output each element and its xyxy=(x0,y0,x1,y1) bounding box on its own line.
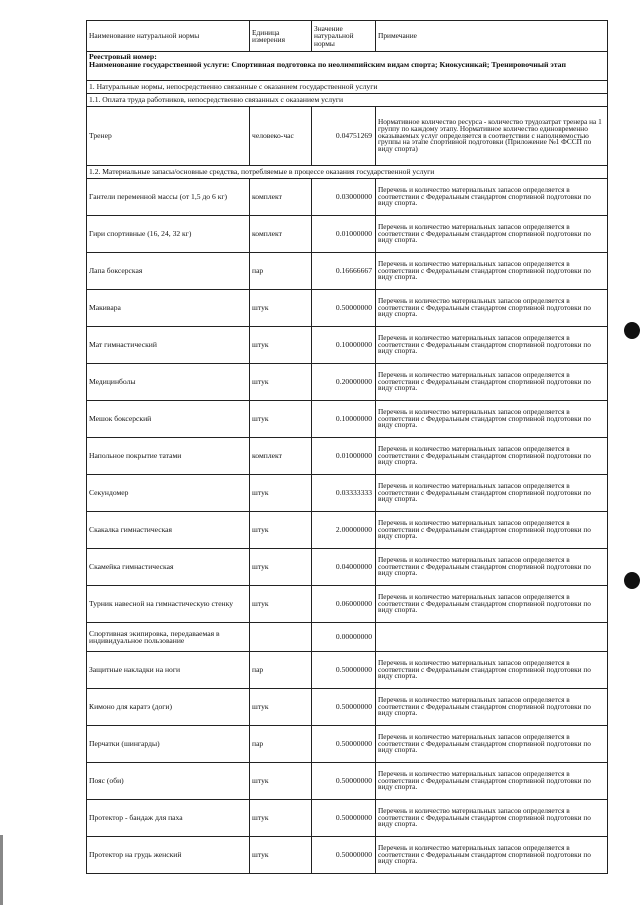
row-name: Перчатки (шингарды) xyxy=(87,726,250,763)
row-value: 0.04000000 xyxy=(312,549,376,586)
row-note xyxy=(376,623,608,652)
section-1-2: 1.2. Материальные запасы/основные средства, потребляемые в процессе оказания государственной услуги xyxy=(87,166,608,179)
table-row xyxy=(87,475,608,512)
row-unit: штук xyxy=(250,837,312,874)
row-note: Перечень и количество материальных запасов определяется в соответствии с Федеральным стандартом спортивной подготовки по виду спорта. xyxy=(376,837,608,874)
row-value: 0.03000000 xyxy=(312,179,376,216)
table-row xyxy=(87,837,608,874)
row-name: Пояс (оби) xyxy=(87,763,250,800)
table-row xyxy=(87,216,608,253)
row-note: Перечень и количество материальных запасов определяется в соответствии с Федеральным стандартом спортивной подготовки по виду спорта. xyxy=(376,689,608,726)
row-name: Мат гимнастический xyxy=(87,327,250,364)
row-unit: комплект xyxy=(250,438,312,475)
row-value: 0.50000000 xyxy=(312,726,376,763)
row-name: Мешок боксерский xyxy=(87,401,250,438)
row-unit: штук xyxy=(250,512,312,549)
table-row xyxy=(87,800,608,837)
row-value: 0.06000000 xyxy=(312,586,376,623)
norms-table xyxy=(86,20,608,874)
row-note: Перечень и количество материальных запасов определяется в соответствии с Федеральным стандартом спортивной подготовки по виду спорта. xyxy=(376,726,608,763)
row-name: Спортивная экипировка, передаваемая в индивидуальное пользование xyxy=(87,623,250,652)
table-row xyxy=(87,327,608,364)
row-unit: штук xyxy=(250,290,312,327)
row-name: Протектор на грудь женский xyxy=(87,837,250,874)
row-note: Перечень и количество материальных запасов определяется в соответствии с Федеральным стандартом спортивной подготовки по виду спорта. xyxy=(376,216,608,253)
row-note: Перечень и количество материальных запасов определяется в соответствии с Федеральным стандартом спортивной подготовки по виду спорта. xyxy=(376,253,608,290)
table-row xyxy=(87,726,608,763)
row-name: Скамейка гимнастическая xyxy=(87,549,250,586)
punch-hole-mark xyxy=(624,572,640,589)
row-note: Перечень и количество материальных запасов определяется в соответствии с Федеральным стандартом спортивной подготовки по виду спорта. xyxy=(376,800,608,837)
row-name: Лапа боксерская xyxy=(87,253,250,290)
row-note: Перечень и количество материальных запасов определяется в соответствии с Федеральным стандартом спортивной подготовки по виду спорта. xyxy=(376,549,608,586)
row-note: Перечень и количество материальных запасов определяется в соответствии с Федеральным стандартом спортивной подготовки по виду спорта. xyxy=(376,290,608,327)
row-unit: штук xyxy=(250,364,312,401)
table-row xyxy=(87,179,608,216)
section-row xyxy=(87,166,608,179)
table-row xyxy=(87,549,608,586)
row-unit: штук xyxy=(250,800,312,837)
table-row xyxy=(87,107,608,166)
row-unit xyxy=(250,623,312,652)
row-value: 0.50000000 xyxy=(312,290,376,327)
row-name: Медицинболы xyxy=(87,364,250,401)
table-row xyxy=(87,623,608,652)
section-1-1: 1.1. Оплата труда работников, непосредственно связанных с оказанием услуги xyxy=(87,94,608,107)
row-unit: штук xyxy=(250,549,312,586)
row-value: 0.00000000 xyxy=(312,623,376,652)
table-row xyxy=(87,763,608,800)
row-unit: пар xyxy=(250,253,312,290)
row-note: Перечень и количество материальных запасов определяется в соответствии с Федеральным стандартом спортивной подготовки по виду спорта. xyxy=(376,475,608,512)
row-unit: комплект xyxy=(250,216,312,253)
section-row xyxy=(87,94,608,107)
header-name: Наименование натуральной нормы xyxy=(87,21,250,52)
row-note: Перечень и количество материальных запасов определяется в соответствии с Федеральным стандартом спортивной подготовки по виду спорта. xyxy=(376,763,608,800)
row-value: 0.01000000 xyxy=(312,438,376,475)
table-row xyxy=(87,290,608,327)
row-name: Защитные накладки на ноги xyxy=(87,652,250,689)
row-note: Перечень и количество материальных запасов определяется в соответствии с Федеральным стандартом спортивной подготовки по виду спорта. xyxy=(376,652,608,689)
row-unit: человеко-час xyxy=(250,107,312,166)
row-unit: штук xyxy=(250,586,312,623)
section-row xyxy=(87,81,608,94)
row-value: 0.16666667 xyxy=(312,253,376,290)
row-value: 0.50000000 xyxy=(312,800,376,837)
row-unit: пар xyxy=(250,652,312,689)
table-row xyxy=(87,512,608,549)
row-name: Тренер xyxy=(87,107,250,166)
header-value: Значение натуральной нормы xyxy=(312,21,376,52)
row-name: Гири спортивные (16, 24, 32 кг) xyxy=(87,216,250,253)
row-value: 0.50000000 xyxy=(312,763,376,800)
punch-hole-mark xyxy=(624,322,640,339)
section-1: 1. Натуральные нормы, непосредственно связанные с оказанием государственной услуги xyxy=(87,81,608,94)
header-unit: Единица измерения xyxy=(250,21,312,52)
row-value: 0.50000000 xyxy=(312,689,376,726)
table-row xyxy=(87,401,608,438)
table-row xyxy=(87,438,608,475)
row-value: 0.10000000 xyxy=(312,327,376,364)
row-name: Турник навесной на гимнастическую стенку xyxy=(87,586,250,623)
row-note: Нормативное количество ресурса - количество трудозатрат тренера на 1 группу по каждому этапу. Нормативное количество единовременно оказываемых услуг определяется в соответствии с наполняемостью группы на этапе спортивной подготовки (Приложение №1 ФССП по виду спорта) xyxy=(376,107,608,166)
row-unit: штук xyxy=(250,475,312,512)
table-row xyxy=(87,652,608,689)
row-value: 0.01000000 xyxy=(312,216,376,253)
row-name: Скакалка гимнастическая xyxy=(87,512,250,549)
row-note: Перечень и количество материальных запасов определяется в соответствии с Федеральным стандартом спортивной подготовки по виду спорта. xyxy=(376,512,608,549)
row-unit: штук xyxy=(250,763,312,800)
header-note: Примечание xyxy=(376,21,608,52)
row-note: Перечень и количество материальных запасов определяется в соответствии с Федеральным стандартом спортивной подготовки по виду спорта. xyxy=(376,179,608,216)
row-name: Кимоно для каратэ (доги) xyxy=(87,689,250,726)
row-name: Макивара xyxy=(87,290,250,327)
row-unit: комплект xyxy=(250,179,312,216)
row-name: Протектор - бандаж для паха xyxy=(87,800,250,837)
row-note: Перечень и количество материальных запасов определяется в соответствии с Федеральным стандартом спортивной подготовки по виду спорта. xyxy=(376,586,608,623)
table-header xyxy=(87,21,608,52)
row-name: Напольное покрытие татами xyxy=(87,438,250,475)
scan-edge xyxy=(0,835,3,905)
registry-cell xyxy=(87,52,608,81)
document-page xyxy=(86,20,607,874)
row-unit: штук xyxy=(250,689,312,726)
table-row xyxy=(87,364,608,401)
row-value: 0.20000000 xyxy=(312,364,376,401)
registry-row xyxy=(87,52,608,81)
row-value: 2.00000000 xyxy=(312,512,376,549)
table-row xyxy=(87,689,608,726)
row-unit: штук xyxy=(250,327,312,364)
row-value: 0.04751269 xyxy=(312,107,376,166)
table-row xyxy=(87,253,608,290)
row-value: 0.03333333 xyxy=(312,475,376,512)
registry-number: Реестровый номер: xyxy=(89,52,157,61)
row-value: 0.50000000 xyxy=(312,837,376,874)
row-value: 0.50000000 xyxy=(312,652,376,689)
row-note: Перечень и количество материальных запасов определяется в соответствии с Федеральным стандартом спортивной подготовки по виду спорта. xyxy=(376,364,608,401)
row-note: Перечень и количество материальных запасов определяется в соответствии с Федеральным стандартом спортивной подготовки по виду спорта. xyxy=(376,327,608,364)
table-row xyxy=(87,586,608,623)
row-note: Перечень и количество материальных запасов определяется в соответствии с Федеральным стандартом спортивной подготовки по виду спорта. xyxy=(376,401,608,438)
row-name: Гантели переменной массы (от 1,5 до 6 кг) xyxy=(87,179,250,216)
row-name: Секундомер xyxy=(87,475,250,512)
row-unit: пар xyxy=(250,726,312,763)
row-note: Перечень и количество материальных запасов определяется в соответствии с Федеральным стандартом спортивной подготовки по виду спорта. xyxy=(376,438,608,475)
row-value: 0.10000000 xyxy=(312,401,376,438)
service-name: Наименование государственной услуги: Спортивная подготовка по неолимпийским видам спорта; Киокусинкай; Тренировочный этап xyxy=(89,60,566,69)
row-unit: штук xyxy=(250,401,312,438)
